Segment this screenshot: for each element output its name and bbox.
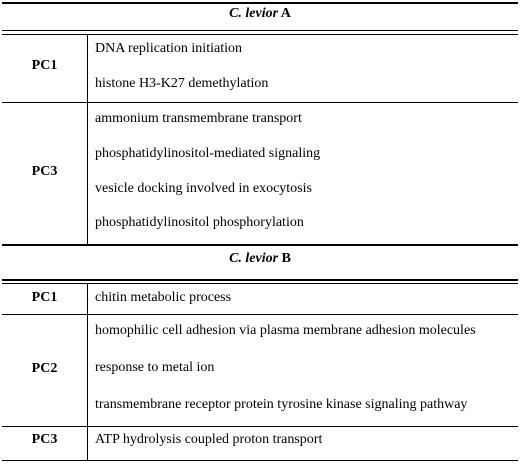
group-b-row-1-pc: PC1: [31, 290, 58, 305]
table-top-border: [2, 2, 518, 4]
group-b-row-3-divider: [87, 426, 88, 460]
group-a-row-divider: [2, 102, 518, 103]
group-b-row-1-divider: [87, 283, 88, 314]
group-a-header-rule: [2, 30, 518, 31]
group-header-a: [2, 5, 518, 23]
group-a-suffix: A: [280, 6, 291, 21]
table-bottom-border: [2, 460, 518, 461]
group-a-row-1-divider: [87, 34, 88, 102]
group-a-row-2-pc: PC3: [31, 164, 58, 179]
group-b-row-2-term-3: transmembrane receptor protein tyrosine kinase signaling pathway: [95, 397, 468, 412]
group-a-row-2-term-4: phosphatidylinositol phosphorylation: [95, 215, 304, 230]
group-b-row-3-term-1: ATP hydrolysis coupled proton transport: [95, 432, 323, 447]
group-b-top-border: [2, 244, 518, 246]
group-b-row-2-term-1: homophilic cell adhesion via plasma membrane adhesion molecules: [95, 323, 476, 338]
group-a-species: C. levior: [229, 6, 279, 21]
group-b-row-2-pc: PC2: [31, 361, 58, 376]
group-a-row-1-term-2: histone H3-K27 demethylation: [95, 76, 269, 91]
group-b-row-2-divider: [87, 314, 88, 426]
group-a-row-2-term-1: ammonium transmembrane transport: [95, 111, 302, 126]
group-a-header-rule-second: [2, 34, 518, 35]
group-b-species: C. levior: [229, 251, 279, 266]
group-b-row-divider-2: [2, 426, 518, 427]
group-b-suffix: B: [281, 251, 291, 266]
group-header-b: [2, 250, 518, 268]
group-a-row-2-term-2: phosphatidylinositol-mediated signaling: [95, 146, 321, 161]
group-a-row-2-divider: [87, 102, 88, 244]
group-b-row-divider-1: [2, 314, 518, 315]
group-b-header-rule: [2, 279, 518, 281]
group-b-header-rule-second: [2, 283, 518, 284]
group-b-row-2-term-2: response to metal ion: [95, 360, 215, 375]
group-a-row-1-pc: PC1: [31, 58, 58, 73]
group-b-row-3-pc: PC3: [31, 432, 58, 447]
group-a-row-1-term-1: DNA replication initiation: [95, 41, 242, 56]
group-a-row-2-term-3: vesicle docking involved in exocytosis: [95, 181, 312, 196]
group-b-row-1-term-1: chitin metabolic process: [95, 290, 232, 305]
